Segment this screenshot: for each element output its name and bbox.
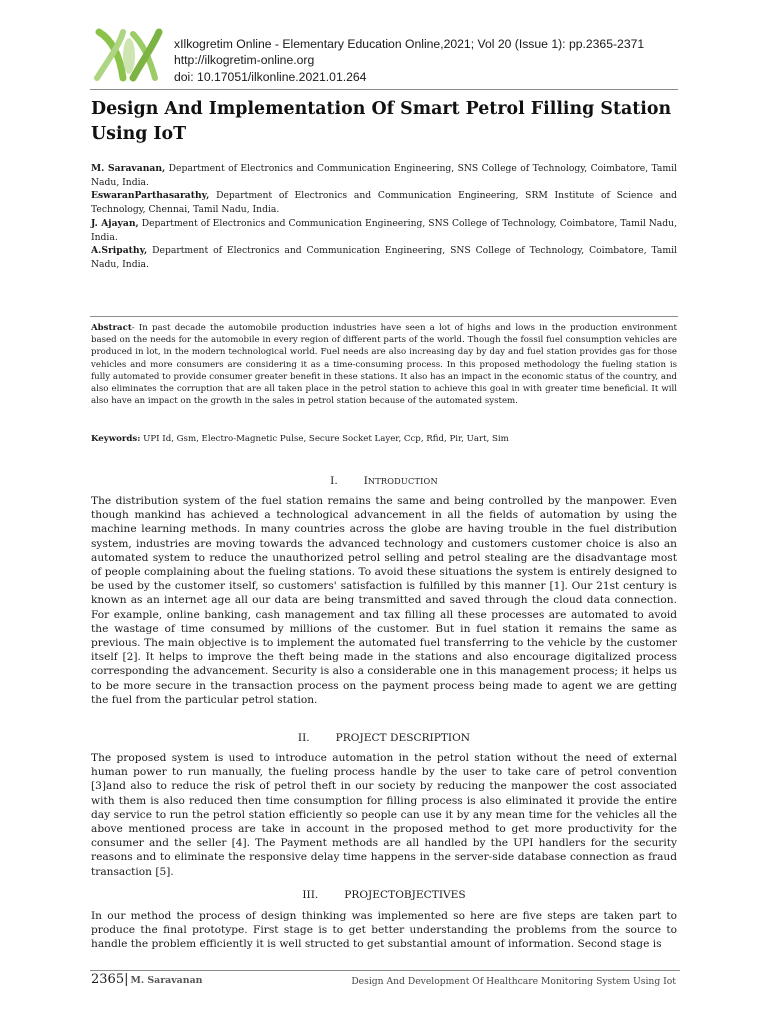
abstract-label: Abstract bbox=[91, 323, 132, 333]
author-affiliation: Department of Electronics and Communication Engineering, SNS College of Technology, Coimbatore, Tamil Nadu, India. bbox=[91, 217, 678, 243]
journal-info bbox=[174, 36, 644, 85]
author-entry bbox=[91, 244, 677, 271]
section-number: II. bbox=[297, 732, 310, 744]
journal-url[interactable]: http://ilkogretim-online.org bbox=[174, 53, 315, 68]
paper-title: Design And Implementation Of Smart Petrol Filling Station Using IoT bbox=[91, 99, 672, 144]
section-number: III. bbox=[302, 889, 319, 901]
page-number: 2365| bbox=[91, 972, 129, 987]
section-body: The distribution system of the fuel station remains the same and being controlled by the manpower. Even though mankind has achieved a technological advancement in all the fields of automation by using the machine learning methods. In many countries across the globe are having trouble in the fuel distribution system, industries are moving towards the advanced technology and customers customer choice is also an automated system to reduce the unauthorized petrol selling and petrol stealing are the disadvantage most of people complaining about the fueling stations. To avoid these situations the system is entirely designed to be used by the customer itself, so customers' satisfaction is fulfilled by this manner [1]. Our 21st century is known as an internet age all our data are being transmitted and saved through the cloud data connection. For example, online banking, cash management and tax filling all these processes are automated to avoid the wastage of time consumed by millions of the customer. But in fuel station it remains the same as previous. The main objective is to implement the automated fuel transferring to the vehicle by the customer itself [2]. It helps to improve the theft being made in the stations and also encourage digitalized process corresponding the advancement. Security is also a considerable one in this management process; it helps us to be more secure in the transaction process on the payment process being made to agent we are getting the fuel from the particular petrol station. bbox=[91, 495, 677, 706]
header-divider bbox=[90, 89, 678, 90]
author-entry bbox=[91, 189, 677, 216]
author-name: M. Saravanan, bbox=[91, 163, 166, 174]
section-heading bbox=[0, 474, 768, 488]
author-name: J. Ajayan, bbox=[91, 217, 139, 229]
author-affiliation: Department of Electronics and Communication Engineering, SRM Institute of Science and Technology, Chennai, Tamil Nadu, India. bbox=[91, 190, 677, 216]
abstract-divider bbox=[90, 316, 678, 317]
author-list bbox=[91, 162, 677, 272]
section-title: PROJECT DESCRIPTION bbox=[335, 732, 471, 744]
abstract-text: - In past decade the automobile production industries have seen a lot of highs and lows in the production environment based on the needs for the automobile in every region of different parts of the world. Though the fossil fuel consumption vehicles are produced in lot, in the modern technological world. Fuel needs are also increasing day by day and fuel station provides gas for those vehicles and more consumers are considering it as a time-consuming process. In this proposed methodology the fueling station is fully automated to provide consumer greater benefit in these stations. It also has an impact in the economic status of the country, and also eliminates the corruption that are all taken place in the petrol station to achieve this goal in with greater time beneficial. It will also have an impact on the growth in the sales in petrol station because of the automated system. bbox=[91, 323, 677, 407]
footer-divider bbox=[90, 970, 680, 971]
keywords bbox=[91, 433, 677, 445]
author-entry bbox=[91, 162, 677, 189]
author-affiliation: Department of Electronics and Communication Engineering, SNS College of Technology, Coimbatore, Tamil Nadu, India. bbox=[91, 245, 677, 270]
section-title: PROJECTOBJECTIVES bbox=[344, 889, 466, 901]
journal-logo-icon bbox=[93, 28, 167, 82]
section-title-rest: NTRODUCTION bbox=[367, 476, 438, 486]
keywords-label: Keywords: bbox=[91, 434, 141, 444]
section-body: The proposed system is used to introduce automation in the petrol station without the need of external human power to run manually, the fueling process handle by the user to take care of petrol convention [3]and also to reduce the risk of petrol theft in our society by reducing the manpower the cost associated with them is also reduced then time consumption for filling process is also eliminated it provide the entire day service to run the petrol station efficiently so people can use it by any mean time for the vehicles all the above mentioned process are take in account in the proposed method to get more productivity for the consumer and the seller [4]. The Payment methods are all handled by the UPI handlers for the security reasons and to eliminate the responsive delay time happens in the server-side database connection as fraud transaction [5]. bbox=[91, 752, 677, 878]
section-heading bbox=[0, 888, 768, 902]
section-body: In our method the process of design thinking was implemented so here are five steps are taken part to produce the final prototype. First stage is to get better understanding the problems from the source to handle the problem efficiently it is well structed to get substantial amount of information. Second stage is bbox=[91, 910, 677, 951]
footer-left bbox=[91, 972, 202, 989]
journal-citation: xIlkogretim Online - Elementary Education Online,2021; Vol 20 (Issue 1): pp.2365-2371 bbox=[174, 37, 645, 51]
keywords-text: UPI Id, Gsm, Electro-Magnetic Pulse, Secure Socket Layer, Ccp, Rfid, Pir, Uart, Sim bbox=[140, 434, 509, 444]
journal-doi: doi: 10.17051/ilkonline.2021.01.264 bbox=[174, 69, 367, 84]
running-title: Design And Development Of Healthcare Monitoring System Using Iot bbox=[351, 976, 676, 987]
section-number: I. bbox=[330, 475, 338, 487]
footer-author: M. Saravanan bbox=[130, 975, 203, 986]
author-entry bbox=[91, 217, 677, 244]
section-heading bbox=[0, 731, 768, 745]
author-name: EswaranParthasarathy, bbox=[91, 190, 210, 202]
author-name: A.Sripathy, bbox=[91, 245, 148, 257]
author-affiliation: Department of Electronics and Communication Engineering, SNS College of Technology, Coimbatore, Tamil Nadu, India. bbox=[91, 163, 677, 188]
abstract bbox=[91, 322, 677, 407]
section-title-initial: I bbox=[363, 475, 368, 487]
